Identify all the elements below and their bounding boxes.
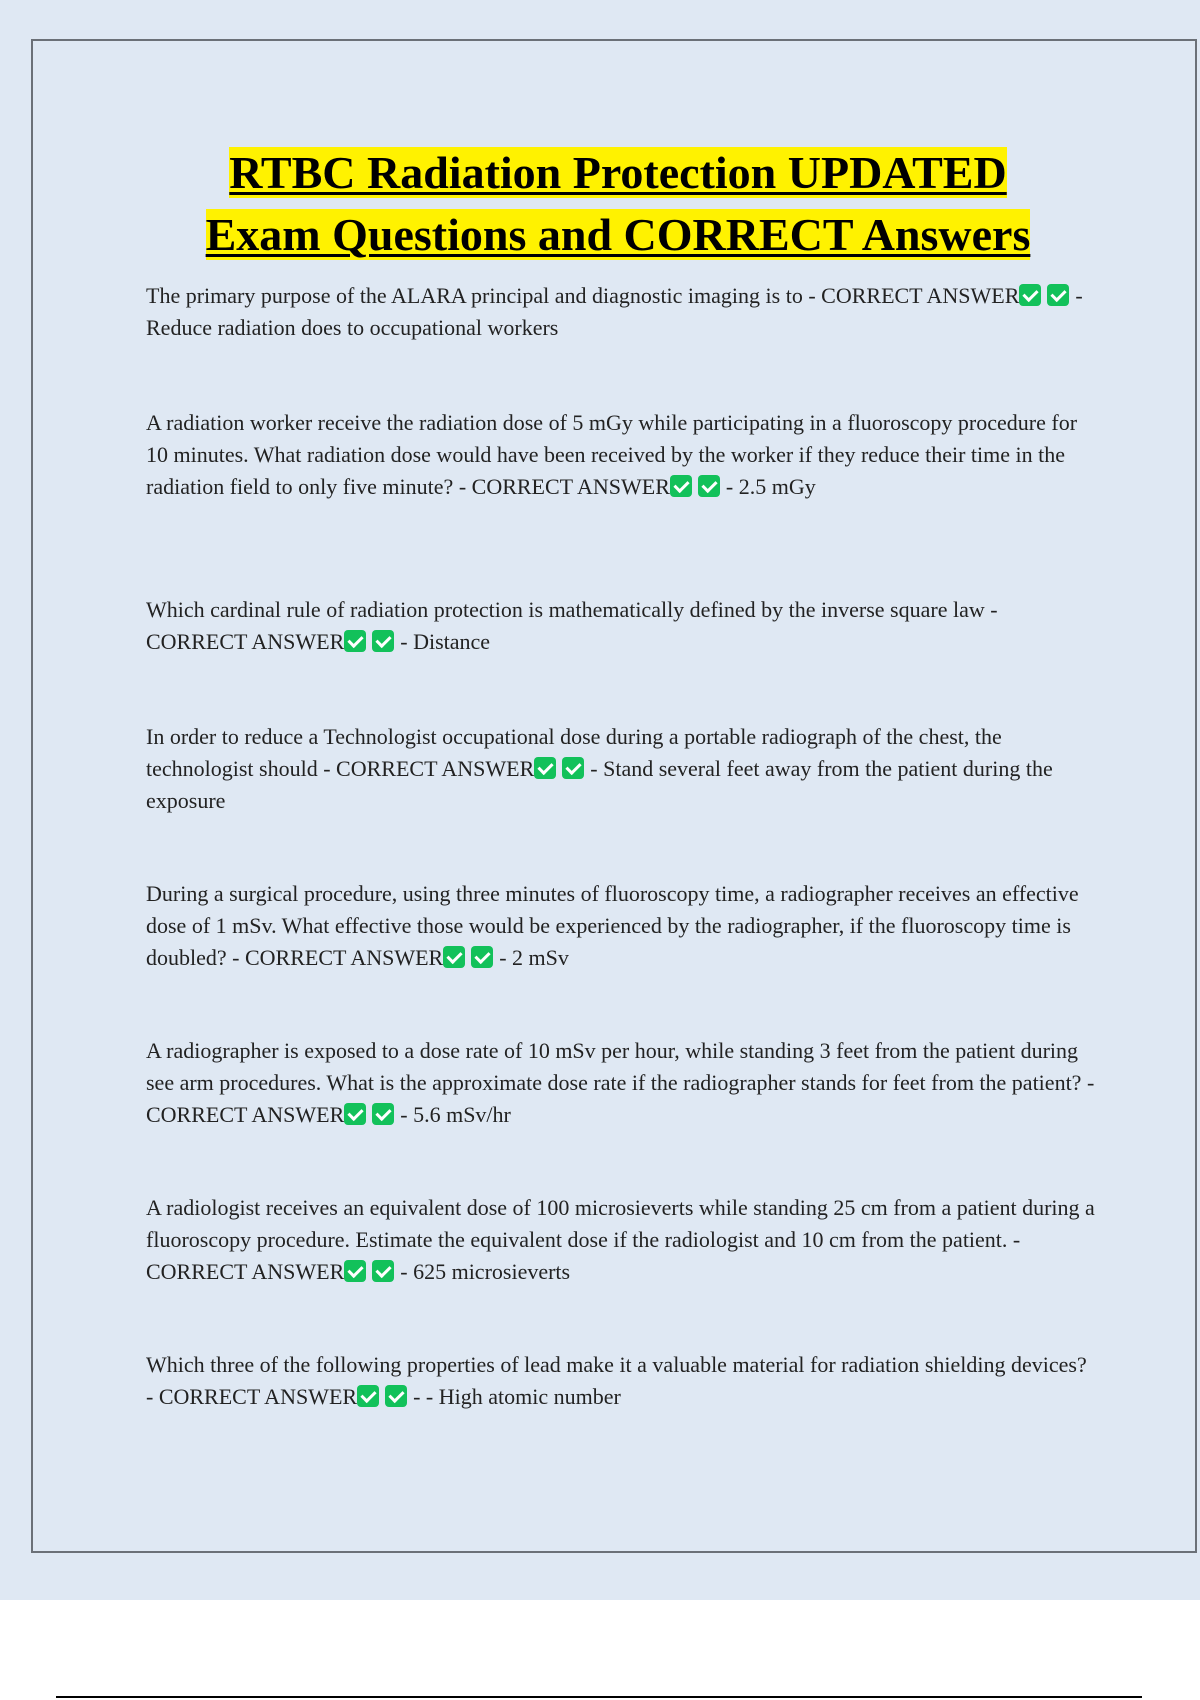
check-mark-icon <box>562 757 584 779</box>
question-text: The primary purpose of the ALARA principal and diagnostic imaging is to <box>146 283 803 308</box>
answer-text: - 625 microsieverts <box>400 1259 571 1284</box>
check-mark-icon <box>1019 284 1041 306</box>
check-mark-icon <box>385 1385 407 1407</box>
qa-item-1 <box>146 280 1096 344</box>
answer-text: - Reduce radiation does to occupational workers <box>146 283 1083 340</box>
check-mark-icon <box>698 475 720 497</box>
qa-item-5 <box>146 878 1096 974</box>
answer-text: - Distance <box>400 629 491 654</box>
check-mark-icon <box>344 630 366 652</box>
check-mark-icon <box>1047 284 1069 306</box>
qa-item-7 <box>146 1192 1096 1288</box>
check-mark-icon <box>372 1260 394 1282</box>
qa-item-3 <box>146 594 1096 658</box>
question-text: In order to reduce a Technologist occupational dose during a portable radiograph of the chest, the technologist should <box>146 724 1002 781</box>
check-mark-icon <box>670 475 692 497</box>
answer-text: - - High atomic number <box>413 1384 621 1409</box>
check-mark-icon <box>372 630 394 652</box>
check-mark-icon <box>534 757 556 779</box>
qa-item-6 <box>146 1035 1096 1131</box>
question-text: A radiation worker receive the radiation dose of 5 mGy while participating in a fluoroscopy procedure for 10 minutes. What radiation dose would have been received by the worker if they reduce their time in the radiation field to only five minute? <box>146 410 1078 499</box>
answer-text: - 2.5 mGy <box>725 474 816 499</box>
answer-label: - CORRECT ANSWER <box>323 756 535 781</box>
question-text: A radiologist receives an equivalent dose of 100 microsieverts while standing 25 cm from a patient during a fluoroscopy procedure. Estimate the equivalent dose if the radiologist and 10 cm from the patient. <box>146 1195 1095 1252</box>
question-text: Which three of the following properties of lead make it a valuable material for radiation shielding devices? <box>146 1352 1087 1377</box>
answer-label: - CORRECT ANSWER <box>808 283 1020 308</box>
question-text: During a surgical procedure, using three minutes of fluoroscopy time, a radiographer receives an effective dose of 1 mSv. What effective those would be experienced by the radiographer, if the fluoroscopy time is doubled? <box>146 881 1079 970</box>
footer-divider <box>56 1696 1142 1698</box>
answer-text: - 5.6 mSv/hr <box>400 1102 511 1127</box>
check-mark-icon <box>357 1385 379 1407</box>
qa-item-8 <box>146 1349 1096 1413</box>
document-title <box>0 142 1200 266</box>
answer-label: - CORRECT ANSWER <box>232 945 444 970</box>
check-mark-icon <box>372 1103 394 1125</box>
answer-label: - CORRECT ANSWER <box>146 1227 1021 1284</box>
check-mark-icon <box>344 1103 366 1125</box>
check-mark-icon <box>443 946 465 968</box>
check-mark-icon <box>471 946 493 968</box>
question-text: A radiographer is exposed to a dose rate of 10 mSv per hour, while standing 3 feet from the patient during see arm procedures. What is the approximate dose rate if the radiographer stands for feet from the patient? <box>146 1038 1082 1095</box>
question-text: Which cardinal rule of radiation protection is mathematically defined by the inverse square law <box>146 597 985 622</box>
qa-item-2 <box>146 407 1096 503</box>
qa-item-4 <box>146 721 1096 817</box>
title-line-2: Exam Questions and CORRECT Answers <box>205 209 1031 260</box>
answer-label: - CORRECT ANSWER <box>146 597 998 654</box>
answer-text: - Stand several feet away from the patient during the exposure <box>146 756 1053 813</box>
answer-label: - CORRECT ANSWER <box>458 474 670 499</box>
title-line-1: RTBC Radiation Protection UPDATED <box>229 147 1007 198</box>
answer-text: - 2 mSv <box>499 945 569 970</box>
answer-label: - CORRECT ANSWER <box>146 1070 1095 1127</box>
check-mark-icon <box>344 1260 366 1282</box>
answer-label: - CORRECT ANSWER <box>146 1384 358 1409</box>
